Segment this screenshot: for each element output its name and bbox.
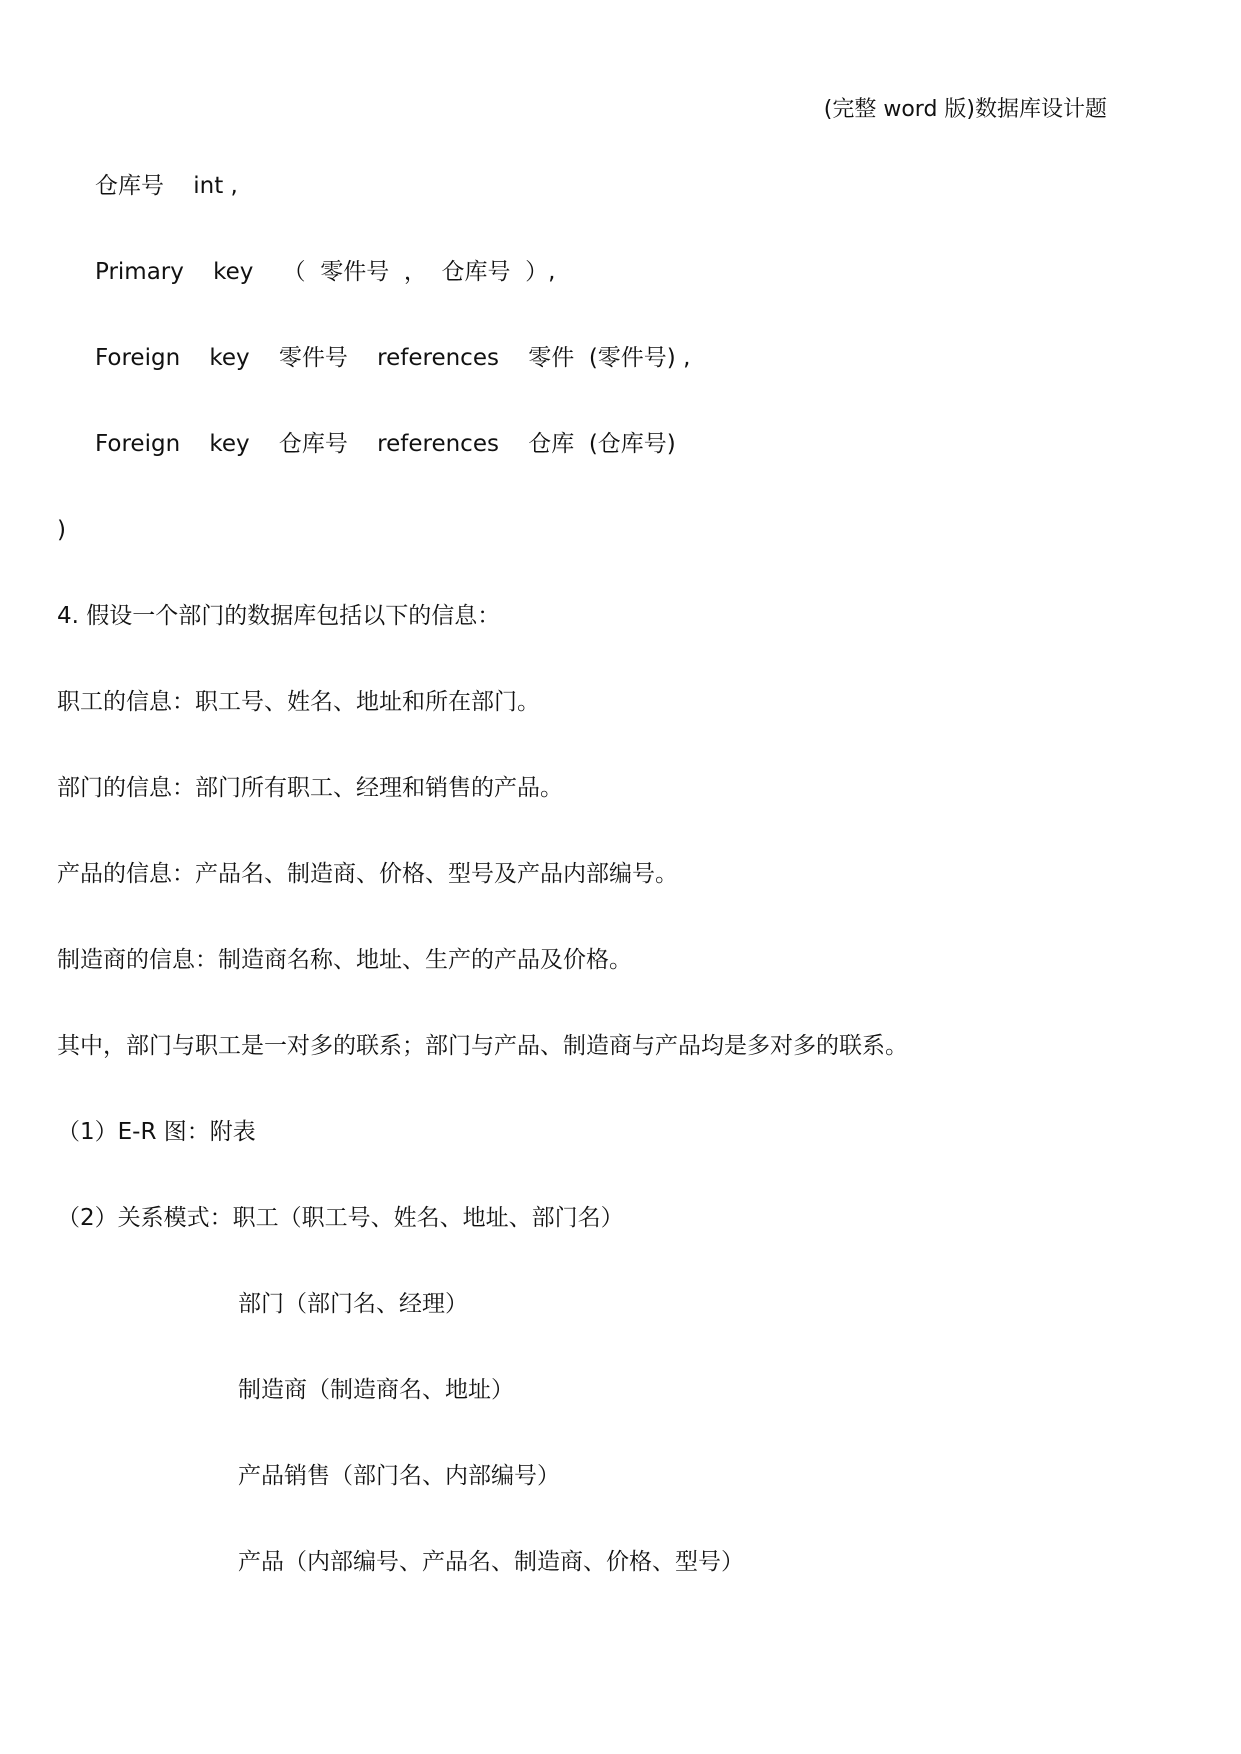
employee-info-text: 职工的信息：职工号、姓名、地址和所在部门。 [57, 689, 540, 715]
er-diagram-answer: （1）E-R 图：附表 [57, 1119, 256, 1145]
product-info-text: 产品的信息：产品名、制造商、价格、型号及产品内部编号。 [57, 861, 678, 887]
sql-line-primary-key: Primary key （ 零件号 ， 仓库号 ）, [95, 259, 556, 285]
sql-line-warehouse-id: 仓库号 int , [95, 173, 238, 199]
relation-schema-employee: （2）关系模式：职工（职工号、姓名、地址、部门名） [57, 1205, 624, 1231]
sql-closing-paren: ) [57, 517, 66, 543]
manufacturer-info-text: 制造商的信息：制造商名称、地址、生产的产品及价格。 [57, 947, 632, 973]
relation-schema-product-sales: 产品销售（部门名、内部编号） [238, 1463, 560, 1489]
relation-schema-product: 产品（内部编号、产品名、制造商、价格、型号） [238, 1549, 744, 1575]
relation-schema-department: 部门（部门名、经理） [238, 1291, 468, 1317]
sql-line-foreign-key-warehouse: Foreign key 仓库号 references 仓库 (仓库号) [95, 431, 676, 457]
relation-schema-manufacturer: 制造商（制造商名、地址） [238, 1377, 514, 1403]
department-info-text: 部门的信息：部门所有职工、经理和销售的产品。 [57, 775, 563, 801]
sql-line-foreign-key-part: Foreign key 零件号 references 零件 (零件号) , [95, 345, 691, 371]
question-4-heading: 4. 假设一个部门的数据库包括以下的信息： [57, 603, 501, 629]
page-header-title: (完整 word 版)数据库设计题 [823, 97, 1107, 122]
relationship-text: 其中，部门与职工是一对多的联系；部门与产品、制造商与产品均是多对多的联系。 [57, 1033, 908, 1059]
